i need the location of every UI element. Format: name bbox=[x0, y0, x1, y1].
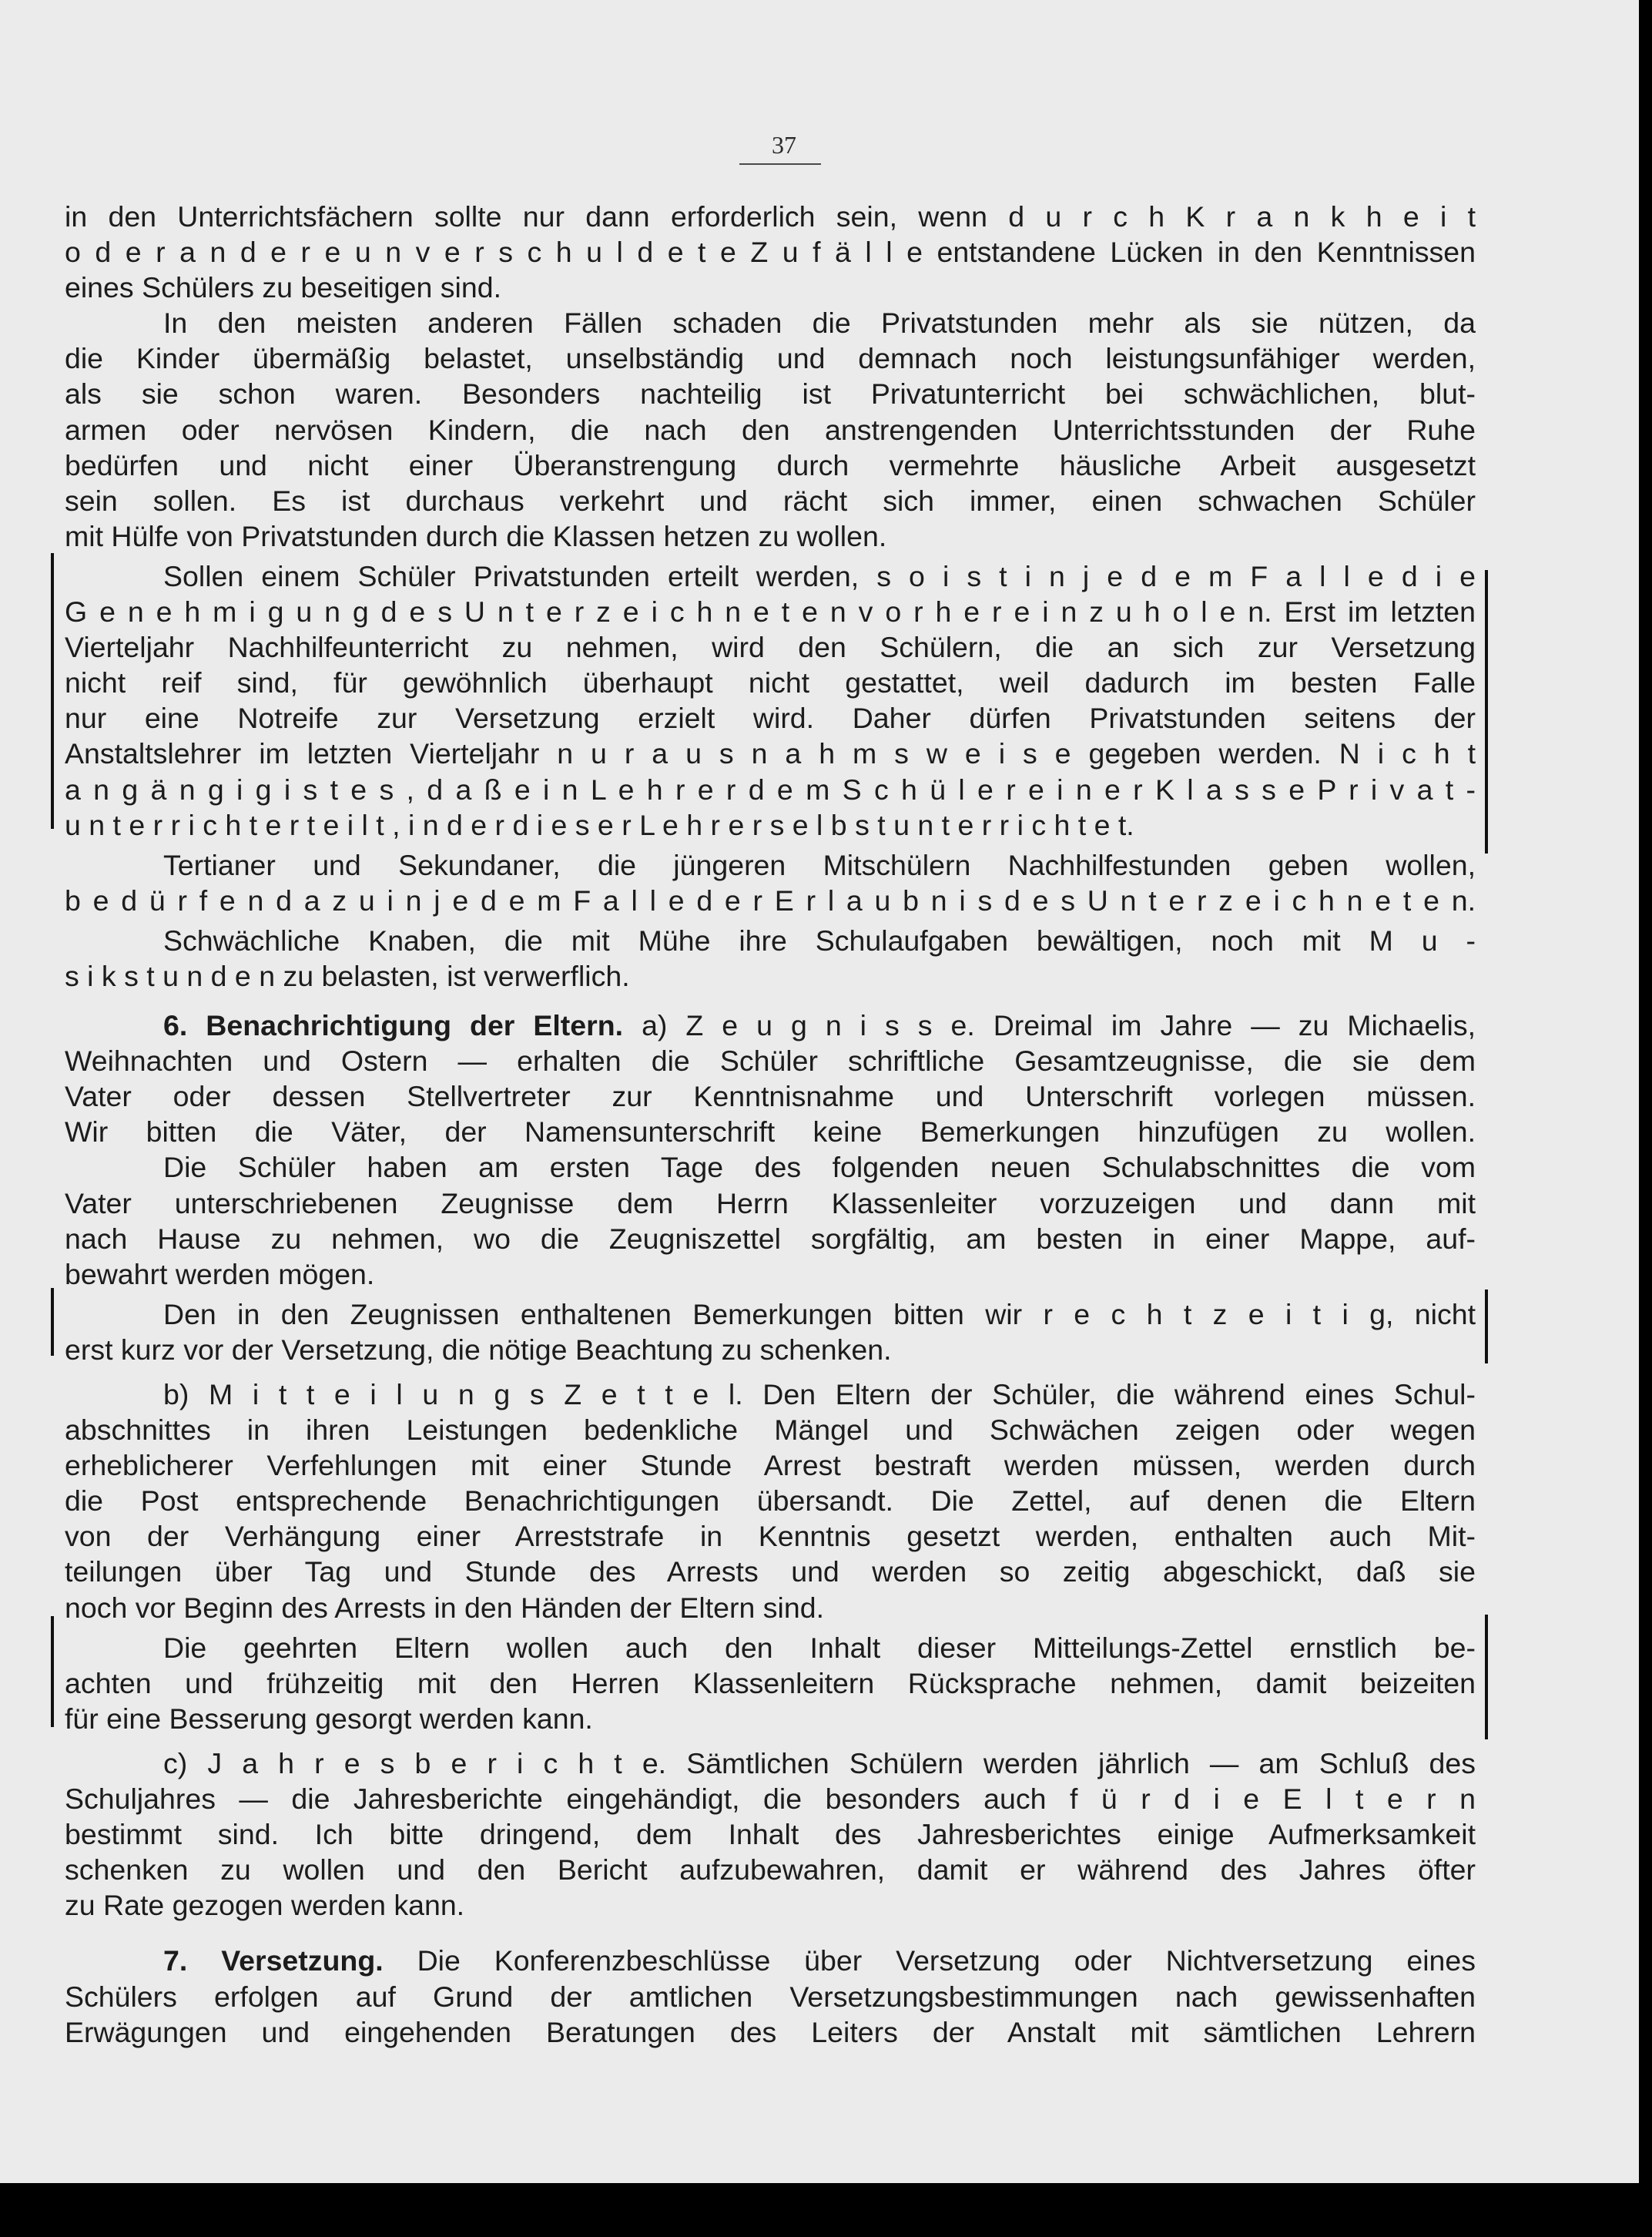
text-line: Schwächliche Knaben, die mit Mühe ihre Schulaufgaben bewältigen, noch mit M u - bbox=[163, 924, 1476, 957]
text-line: G e n e h m i g u n g d e s U n t e r z e i c h n e t e n v o r h e r e i n z u h o l e n. Erst im letzten bbox=[65, 595, 1476, 629]
margin-marker-right bbox=[1485, 1290, 1488, 1363]
section-number: 7. bbox=[163, 1944, 188, 1977]
margin-marker-left bbox=[51, 1288, 54, 1356]
text-line: noch vor Beginn des Arrests in den Händen der Eltern sind. bbox=[65, 1591, 825, 1624]
text-line: a n g ä n g i g i s t e s , d a ß e i n L e h r e r d e m S c h ü l e r e i n e r K l a s s e P r i v a t - bbox=[65, 773, 1476, 806]
margin-marker-right bbox=[1485, 570, 1488, 854]
margin-marker-left bbox=[51, 553, 54, 829]
text-line: mit Hülfe von Privatstunden durch die Klassen hetzen zu wollen. bbox=[65, 519, 887, 552]
text-line: nach Hause zu nehmen, wo die Zeugniszettel sorgfältig, am besten in einer Mappe, auf- bbox=[65, 1222, 1476, 1255]
text-line: armen oder nervösen Kindern, die nach den anstrengenden Unterrichtsstunden der Ruhe bbox=[65, 413, 1476, 446]
text-line: sein sollen. Es ist durchaus verkehrt und rächt sich immer, einen schwachen Schüler bbox=[65, 484, 1476, 517]
text-line: Schuljahres — die Jahresberichte eingehändigt, die besonders auch f ü r d i e E l t e r n bbox=[65, 1783, 1476, 1816]
text-line: b e d ü r f e n d a z u i n j e d e m F a l l e d e r E r l a u b n i s d e s U n t e r z e i c h n e t e n. bbox=[65, 884, 1476, 917]
text-line: teilungen über Tag und Stunde des Arrests und werden so zeitig abgeschickt, daß sie bbox=[65, 1555, 1476, 1588]
text-line: erheblicherer Verfehlungen mit einer Stunde Arrest bestraft werden müssen, werden durch bbox=[65, 1449, 1476, 1482]
text-line: eines Schülers zu beseitigen sind. bbox=[65, 271, 502, 304]
text-line: bewahrt werden mögen. bbox=[65, 1257, 375, 1290]
text-line: als sie schon waren. Besonders nachteilig ist Privatunterricht bei schwächlichen, blut- bbox=[65, 377, 1476, 411]
page-number: 37 bbox=[772, 131, 796, 159]
text-line: o d e r a n d e r e u n v e r s c h u l d e t e Z u f ä l l e entstandene Lücken in den Kenntnissen bbox=[65, 236, 1476, 269]
text-line: s i k s t u n d e n zu belasten, ist verwerflich. bbox=[65, 959, 630, 992]
text-line: nicht reif sind, für gewöhnlich überhaupt nicht gestattet, weil dadurch im besten Falle bbox=[65, 666, 1476, 699]
text-line: schenken zu wollen und den Bericht aufzubewahren, damit er während des Jahres öfter bbox=[65, 1853, 1476, 1887]
text-line: c) J a h r e s b e r i c h t e. Sämtlichen Schülern werden jährlich — am Schluß des bbox=[163, 1746, 1476, 1779]
text-line: Anstaltslehrer im letzten Vierteljahr n u r a u s n a h m s w e i s e gegeben werden. N i c h t bbox=[65, 737, 1476, 770]
page-number-rule bbox=[739, 163, 821, 165]
text-line: Erwägungen und eingehenden Beratungen des Leiters der Anstalt mit sämtlichen Lehrern bbox=[65, 2015, 1476, 2048]
text-line: abschnittes in ihren Leistungen bedenkliche Mängel und Schwächen zeigen oder wegen bbox=[65, 1414, 1476, 1447]
text-line: u n t e r r i c h t e r t e i l t , i n d e r d i e s e r L e h r e r s e l b s t u n t e r r i c h t e t. bbox=[65, 808, 1134, 841]
scan-border-right bbox=[1639, 0, 1652, 2237]
section-title: Versetzung. bbox=[221, 1944, 384, 1977]
margin-marker-left bbox=[51, 1616, 54, 1727]
text-line: Die geehrten Eltern wollen auch den Inhalt dieser Mitteilungs-Zettel ernstlich be- bbox=[163, 1631, 1476, 1664]
text-line: Vater oder dessen Stellvertreter zur Kenntnisnahme und Unterschrift vorlegen müssen. bbox=[65, 1080, 1476, 1113]
text-line: Schülers erfolgen auf Grund der amtlichen Versetzungsbestimmungen nach gewissenhaften bbox=[65, 1980, 1476, 2013]
text-line: zu Rate gezogen werden kann. bbox=[65, 1889, 465, 1922]
text-line: Tertianer und Sekundaner, die jüngeren Mitschülern Nachhilfestunden geben wollen, bbox=[163, 848, 1476, 881]
text-line: b) M i t t e i l u n g s Z e t t e l. Den Eltern der Schüler, die während eines Schul- bbox=[163, 1378, 1476, 1410]
section-number: 6. bbox=[163, 1009, 188, 1042]
section-text: a) Z e u g n i s s e. Dreimal im Jahre — zu Michaelis, bbox=[642, 1009, 1476, 1042]
text-line: Vater unterschriebenen Zeugnisse dem Herrn Klassenleiter vorzuzeigen und dann mit bbox=[65, 1186, 1476, 1219]
text-line: Die Schüler haben am ersten Tage des folgenden neuen Schulabschnittes die vom bbox=[163, 1151, 1476, 1184]
text-line: nur eine Notreife zur Versetzung erzielt wird. Daher dürfen Privatstunden seitens der bbox=[65, 702, 1476, 735]
section-7-heading-line bbox=[65, 1943, 1476, 1978]
text-line: Wir bitten die Väter, der Namensunterschrift keine Bemerkungen hinzufügen zu wollen. bbox=[65, 1115, 1476, 1149]
text-line: In den meisten anderen Fällen schaden die Privatstunden mehr als sie nützen, da bbox=[163, 307, 1476, 340]
text-line: erst kurz vor der Versetzung, die nötige Beachtung zu schenken. bbox=[65, 1333, 892, 1366]
text-line: für eine Besserung gesorgt werden kann. bbox=[65, 1702, 593, 1735]
text-line: Vierteljahr Nachhilfeunterricht zu nehmen, wird den Schülern, die an sich zur Versetzung bbox=[65, 631, 1476, 664]
text-line: in den Unterrichtsfächern sollte nur dann erforderlich sein, wenn d u r c h K r a n k h e i t bbox=[65, 200, 1476, 233]
text-line: achten und frühzeitig mit den Herren Klassenleitern Rücksprache nehmen, damit beizeiten bbox=[65, 1666, 1476, 1699]
text-line: die Kinder übermäßig belastet, unselbständig und demnach noch leistungsunfähiger werden, bbox=[65, 342, 1476, 375]
section-6-heading-line bbox=[65, 1008, 1476, 1043]
text-line: bestimmt sind. Ich bitte dringend, dem Inhalt des Jahresberichtes einige Aufmerksamkeit bbox=[65, 1818, 1476, 1851]
text-line: die Post entsprechende Benachrichtigungen übersandt. Die Zettel, auf denen die Eltern bbox=[65, 1484, 1476, 1518]
section-text: Die Konferenzbeschlüsse über Versetzung oder Nichtversetzung eines bbox=[417, 1944, 1476, 1977]
scan-border-bottom bbox=[0, 2183, 1652, 2237]
body-text bbox=[65, 199, 1476, 2050]
text-line: von der Verhängung einer Arreststrafe in Kenntnis gesetzt werden, enthalten auch Mit- bbox=[65, 1520, 1476, 1553]
section-title: Benachrichtigung der Eltern. bbox=[206, 1009, 624, 1042]
text-line: Weihnachten und Ostern — erhalten die Schüler schriftliche Gesamtzeugnisse, die sie dem bbox=[65, 1045, 1476, 1078]
text-line: Sollen einem Schüler Privatstunden erteilt werden, s o i s t i n j e d e m F a l l e d i e bbox=[163, 559, 1476, 592]
text-line: bedürfen und nicht einer Überanstrengung durch vermehrte häusliche Arbeit ausgesetzt bbox=[65, 448, 1476, 481]
text-line: Den in den Zeugnissen enthaltenen Bemerkungen bitten wir r e c h t z e i t i g, nicht bbox=[163, 1297, 1476, 1330]
margin-marker-right bbox=[1485, 1615, 1488, 1739]
